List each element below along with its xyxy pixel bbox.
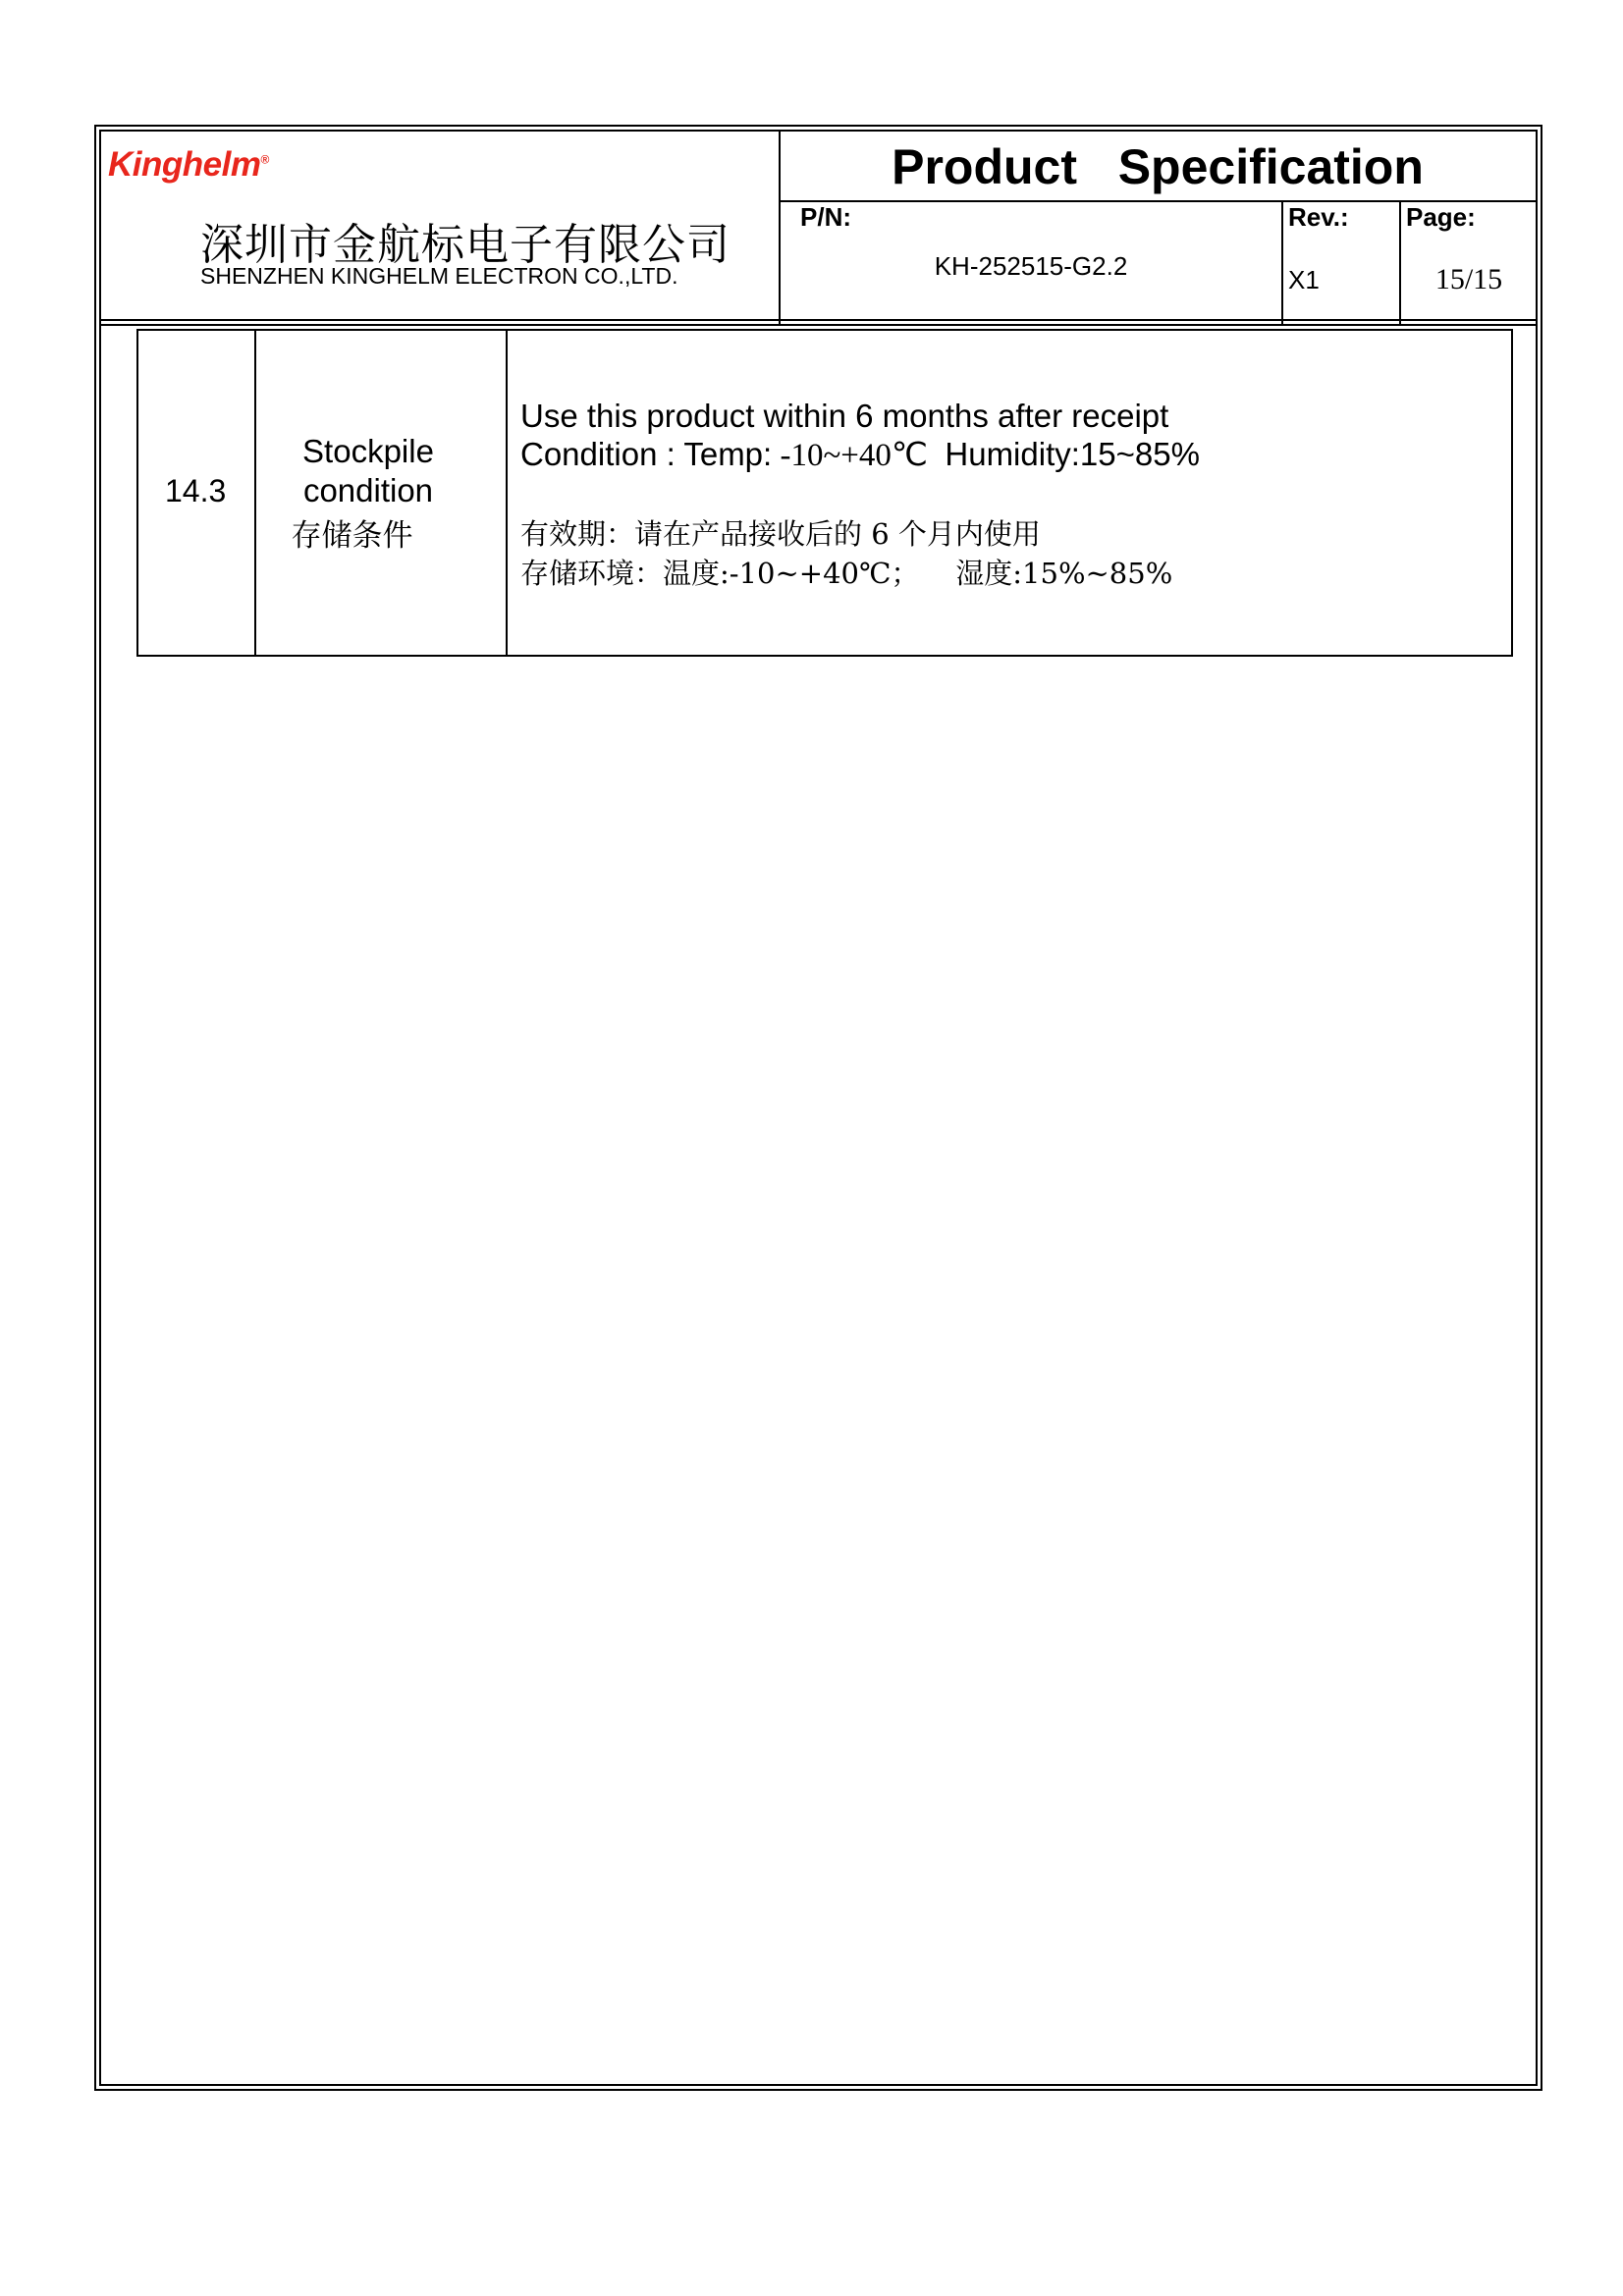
condition-prefix: Condition : Temp: <box>520 436 773 472</box>
logo-text: Kinghelm <box>108 145 261 184</box>
company-name-cn: 深圳市金航标电子有限公司 <box>200 220 730 270</box>
shelf-life-en: Use this product within 6 months after receipt <box>520 398 1169 434</box>
pn-label: P/N: <box>800 202 851 232</box>
page-number: 15/15 <box>1434 263 1503 295</box>
document-title: Product Specification <box>892 139 1424 194</box>
storage-condition-en <box>520 435 1200 474</box>
page-label: Page: <box>1406 202 1476 232</box>
shelf-life-cn: 有效期：请在产品接收后的 6 个月内使用 <box>520 517 1041 551</box>
header-bottom-line-2 <box>99 324 1538 326</box>
registered-mark: ® <box>260 152 269 167</box>
humidity-range: Humidity:15~85% <box>936 436 1200 472</box>
header-bottom-line <box>99 319 1538 321</box>
kinghelm-logo <box>108 145 269 185</box>
pn-value: KH-252515-G2.2 <box>934 251 1128 281</box>
section-title-en <box>255 432 481 510</box>
section-number: 14.3 <box>165 473 227 508</box>
section-title-cn: 存储条件 <box>291 518 413 554</box>
rev-label: Rev.: <box>1288 202 1349 232</box>
page-divider <box>1399 200 1401 324</box>
temperature-range: -10~+40℃ <box>772 438 937 473</box>
company-name-en: SHENZHEN KINGHELM ELECTRON CO.,LTD. <box>200 263 678 289</box>
column-separator-2 <box>506 331 508 655</box>
rev-value: X1 <box>1288 265 1320 294</box>
rev-divider <box>1281 200 1283 324</box>
section-title-line-2: condition <box>302 472 434 508</box>
storage-condition-cn: 存储环境：温度:-10~+40℃； 湿度:15%~85% <box>520 557 1173 590</box>
section-title-line-1: Stockpile <box>302 433 434 469</box>
